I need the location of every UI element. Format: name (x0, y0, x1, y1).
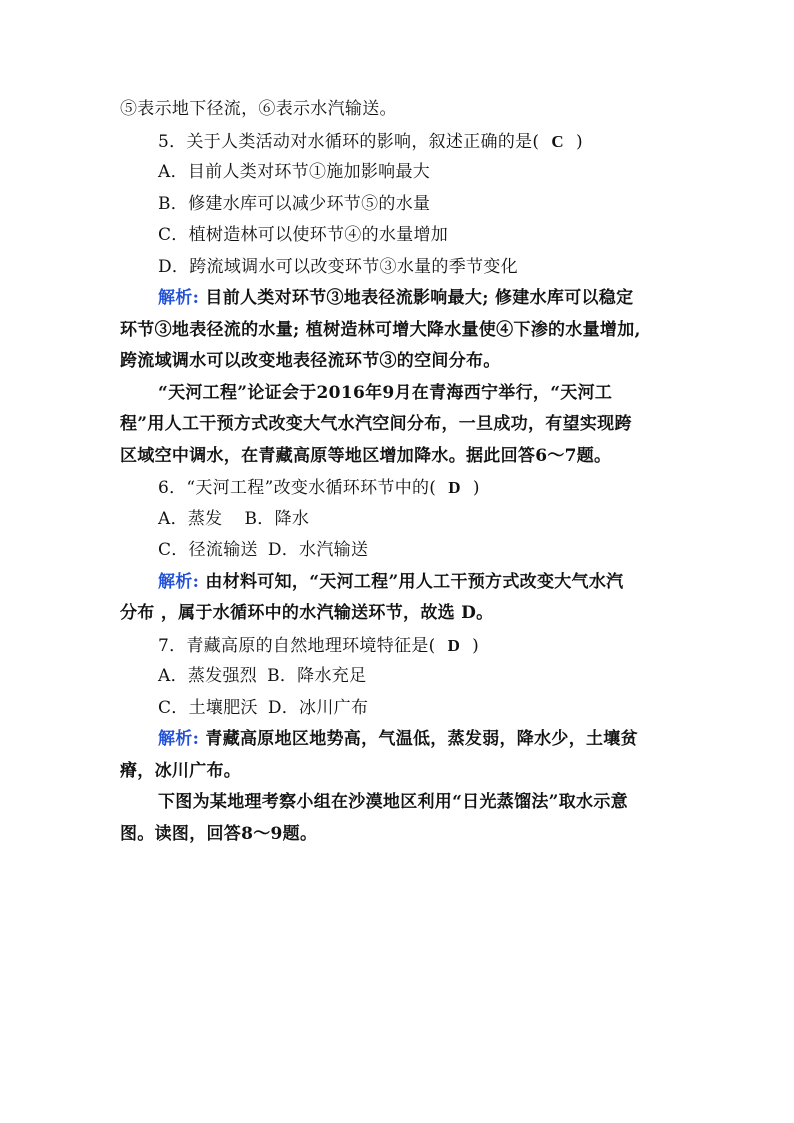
question-6-option-d: D．水汽输送 (267, 540, 369, 560)
question-5-option-d: D．跨流域调水可以改变环节③水量的季节变化 (158, 256, 518, 277)
question-6-option-c: C．径流输送 (158, 540, 258, 560)
question-6-stem (120, 472, 680, 504)
question-5-option-c: C．植树造林可以使环节④的水量增加 (158, 225, 449, 245)
continuation-line: ⑤表示地下径流，⑥表示水汽输送。 (120, 99, 397, 119)
material-paragraph-line-1: “天河工程”论证会于2016年9月在青海西宁举行，“天河工 (158, 382, 613, 403)
analysis-label: 解析: (158, 571, 200, 592)
question-5-text: 5．关于人类活动对水循环的影响，叙述正确的是( (158, 131, 540, 152)
material-2-line-1: 下图为某地理考察小组在沙漠地区利用“日光蒸馏法”取水示意 (158, 792, 628, 812)
material-paragraph-line-2: 程”用人工干预方式改变大气水汽空间分布，一旦成功，有望实现跨 (120, 414, 632, 434)
question-5-stem (120, 126, 680, 158)
question-7-options-cd (120, 693, 680, 725)
question-7-option-b: B．降水充足 (267, 666, 367, 686)
question-5-analysis-line-1 (120, 283, 680, 315)
question-6-analysis-line-1 (120, 567, 680, 599)
question-7-analysis-line-2: 瘠，冰川广布。 (120, 760, 242, 781)
question-7-options-ab (120, 661, 680, 693)
question-7-close: ) (472, 635, 480, 656)
analysis-text: 目前人类对环节③地表径流影响最大; 修建水库可以稳定 (199, 288, 634, 308)
question-7-option-d: D．冰川广布 (267, 697, 369, 718)
question-6-options-ab (120, 504, 680, 536)
question-7-stem (120, 630, 680, 662)
question-6-close: ) (472, 478, 480, 498)
question-6-answer: D (448, 478, 461, 497)
question-6-option-b: B．降水 (244, 508, 310, 529)
analysis-label: 解析: (158, 288, 200, 308)
question-5-option-b: B．修建水库可以减少环节⑤的水量 (158, 193, 431, 214)
question-7-option-c: C．土壤肥沃 (158, 697, 258, 718)
question-7-analysis-line-1 (120, 724, 680, 756)
question-5-answer: C (551, 131, 564, 151)
question-7-answer: D (447, 635, 461, 655)
question-6-option-a: A．蒸发 (158, 508, 223, 529)
analysis-label: 解析: (158, 729, 200, 749)
question-5-analysis-line-3: 跨流域调水可以改变地表径流环节③的空间分布。 (120, 351, 501, 371)
question-7-option-a: A．蒸发强烈 (158, 666, 258, 686)
material-paragraph-line-3: 区域空中调水，在青藏高原等地区增加降水。据此回答6～7题。 (120, 445, 612, 466)
material-2-line-2: 图。读图，回答8～9题。 (120, 823, 318, 844)
question-5-close: ) (575, 131, 583, 152)
document-page (120, 94, 680, 850)
question-5-analysis-line-2: 环节③地表径流的水量; 植树造林可增大降水量使④下渗的水量增加, (120, 319, 641, 340)
question-6-options-cd (120, 535, 680, 567)
question-6-text: 6．“天河工程”改变水循环环节中的( (158, 478, 437, 498)
question-5-option-a: A．目前人类对环节①施加影响最大 (158, 162, 431, 182)
analysis-text: 青藏高原地区地势高，气温低，蒸发弱，降水少，土壤贫 (199, 729, 638, 749)
question-6-analysis-line-2: 分布 ，属于水循环中的水汽输送环节，故选 D。 (120, 603, 494, 623)
analysis-text: 由材料可知，“天河工程”用人工干预方式改变大气水汽 (199, 571, 624, 592)
question-7-text: 7．青藏高原的自然地理环境特征是( (158, 635, 436, 656)
